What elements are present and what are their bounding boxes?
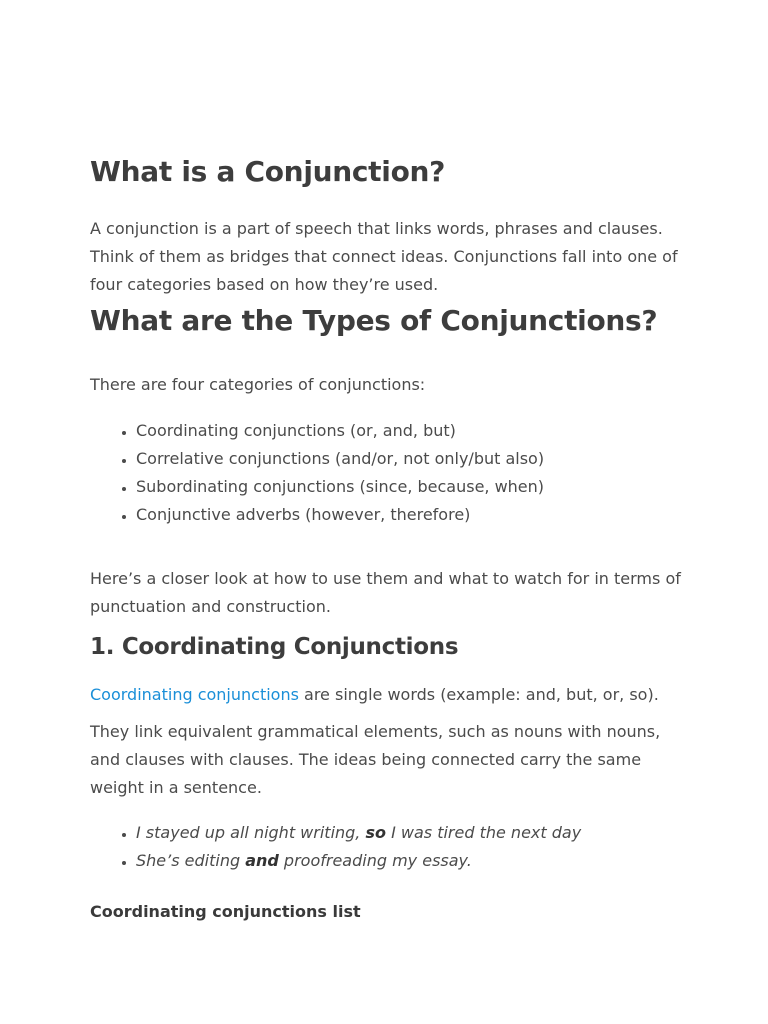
types-intro-paragraph: There are four categories of conjunctions: (90, 375, 426, 394)
example-text: proofreading my essay. (278, 851, 472, 870)
example-text: I stayed up all night writing, (136, 823, 366, 842)
heading-what-is-conjunction: What is a Conjunction? (90, 155, 446, 188)
coordinating-conjunctions-link[interactable]: Coordinating conjunctions (90, 685, 299, 704)
types-list (90, 417, 690, 529)
list-title: Coordinating conjunctions list (90, 902, 361, 921)
definition-paragraph (90, 681, 690, 709)
explanation-paragraph: They link equivalent grammatical elements, such as nouns with nouns, and clauses with clauses. The ideas being connected carry the same weight in a sentence. (90, 722, 661, 797)
example-conjunction: and (245, 851, 279, 870)
definition-text: are single words (example: and, but, or, so). (298, 685, 659, 704)
heading-coordinating-conjunctions: 1. Coordinating Conjunctions (90, 634, 459, 660)
closer-look-paragraph: Here’s a closer look at how to use them and what to watch for in terms of punctuation and construction. (90, 569, 681, 616)
example-item (136, 847, 690, 875)
list-item: • Conjunctive adverbs (however, therefore) (136, 501, 690, 529)
article (90, 150, 690, 926)
intro-paragraph: A conjunction is a part of speech that links words, phrases and clauses. Think of them as bridges that connect ideas. Conjunctions fall into one of four categories based on how they’re used. (90, 219, 678, 294)
example-text: She’s editing (136, 851, 246, 870)
example-text: I was tired the next day (386, 823, 582, 842)
examples-list (90, 819, 690, 875)
list-item: • Correlative conjunctions (and/or, not only/but also) (136, 445, 690, 473)
list-item: • Coordinating conjunctions (or, and, but) (136, 417, 690, 445)
example-item (136, 819, 690, 847)
list-item: • Subordinating conjunctions (since, because, when) (136, 473, 690, 501)
example-conjunction: so (365, 823, 386, 842)
heading-types-of-conjunctions: What are the Types of Conjunctions? (90, 304, 658, 337)
